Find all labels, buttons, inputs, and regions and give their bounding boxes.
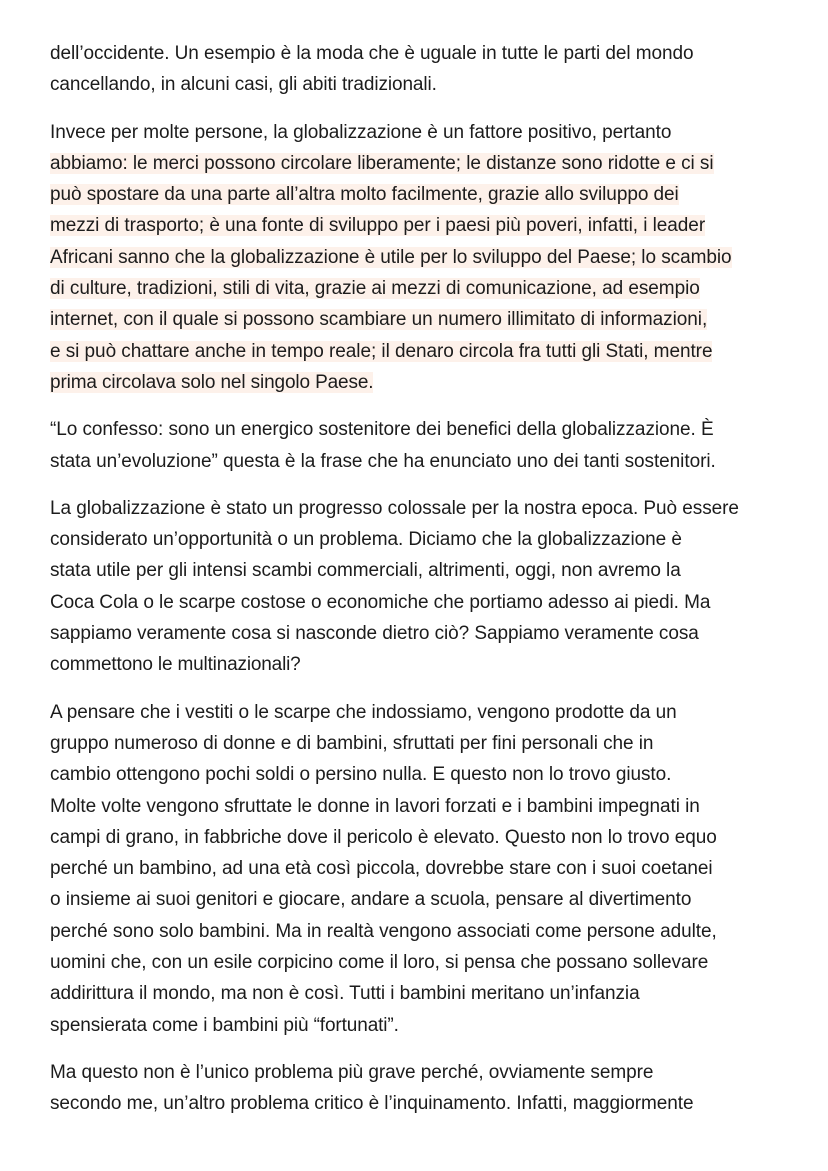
text-line: campi di grano, in fabbriche dove il pericolo è elevato. Questo non lo trovo equo xyxy=(50,826,717,848)
paragraph-4 xyxy=(50,493,790,681)
text-line-highlighted xyxy=(50,336,790,367)
text-line: secondo me, un’altro problema critico è l’inquinamento. Infatti, maggiormente xyxy=(50,1093,694,1115)
text-line: gruppo numeroso di donne e di bambini, sfruttati per fini personali che in xyxy=(50,732,654,754)
text-line: La globalizzazione è stato un progresso colossale per la nostra epoca. Può essere xyxy=(50,497,739,519)
text-line: addirittura il mondo, ma non è così. Tutti i bambini meritano un’infanzia xyxy=(50,983,640,1005)
text-line-highlighted xyxy=(50,148,790,179)
text-line: sappiamo veramente cosa si nasconde dietro ciò? Sappiamo veramente cosa xyxy=(50,623,699,645)
highlight-mark: può spostare da una parte all’altra molto facilmente, grazie allo sviluppo dei xyxy=(50,184,679,206)
highlight-mark: abbiamo: le merci possono circolare liberamente; le distanze sono ridotte e ci si xyxy=(50,152,714,174)
paragraph-5 xyxy=(50,697,790,1041)
text-line: stata utile per gli intensi scambi commerciali, altrimenti, oggi, non avremo la xyxy=(50,560,681,582)
paragraph-2-highlighted xyxy=(50,117,790,399)
text-line-highlighted xyxy=(50,367,790,398)
highlight-mark: Africani sanno che la globalizzazione è utile per lo sviluppo del Paese; lo scambio xyxy=(50,246,732,268)
paragraph-1 xyxy=(50,38,790,101)
text-line: uomini che, con un esile corpicino come il loro, si pensa che possano sollevare xyxy=(50,952,709,974)
text-line: Ma questo non è l’unico problema più grave perché, ovviamente sempre xyxy=(50,1061,654,1083)
document-page xyxy=(50,38,790,1136)
paragraph-6 xyxy=(50,1057,790,1120)
text-line: dell’occidente. Un esempio è la moda che è uguale in tutte le parti del mondo xyxy=(50,43,694,64)
text-line: perché un bambino, ad una età così piccola, dovrebbe stare con i suoi coetanei xyxy=(50,858,713,880)
text-line-highlighted xyxy=(50,304,790,335)
text-line: Coca Cola o le scarpe costose o economiche che portiamo adesso ai piedi. Ma xyxy=(50,591,711,613)
text-line: A pensare che i vestiti o le scarpe che indossiamo, vengono prodotte da un xyxy=(50,701,677,723)
text-line-highlighted xyxy=(50,273,790,304)
text-line: o insieme ai suoi genitori e giocare, andare a scuola, pensare al divertimento xyxy=(50,889,692,911)
highlight-mark: internet, con il quale si possono scambiare un numero illimitato di informazioni, xyxy=(50,309,708,331)
text-line: spensierata come i bambini più “fortunati”. xyxy=(50,1014,399,1036)
text-line: Molte volte vengono sfruttate le donne in lavori forzati e i bambini impegnati in xyxy=(50,795,700,817)
highlight-mark: prima circolava solo nel singolo Paese. xyxy=(50,371,374,393)
text-line: cancellando, in alcuni casi, gli abiti tradizionali. xyxy=(50,74,437,96)
text-line: “Lo confesso: sono un energico sostenitore dei benefici della globalizzazione. È xyxy=(50,419,714,441)
text-line: perché sono solo bambini. Ma in realtà vengono associati come persone adulte, xyxy=(50,920,717,942)
highlight-mark: mezzi di trasporto; è una fonte di sviluppo per i paesi più poveri, infatti, i leader xyxy=(50,215,706,237)
text-line-highlighted xyxy=(50,210,790,241)
text-line: considerato un’opportunità o un problema. Diciamo che la globalizzazione è xyxy=(50,529,682,551)
text-line: cambio ottengono pochi soldi o persino nulla. E questo non lo trovo giusto. xyxy=(50,764,672,786)
text-line: Invece per molte persone, la globalizzazione è un fattore positivo, pertanto xyxy=(50,121,672,143)
text-line: commettono le multinazionali? xyxy=(50,654,301,676)
text-line-highlighted xyxy=(50,242,790,273)
text-line-highlighted xyxy=(50,179,790,210)
highlight-mark: e si può chattare anche in tempo reale; il denaro circola fra tutti gli Stati, mentre xyxy=(50,340,713,362)
highlight-mark: di culture, tradizioni, stili di vita, grazie ai mezzi di comunicazione, ad esempio xyxy=(50,278,700,300)
paragraph-3-quote xyxy=(50,414,790,477)
text-line: stata un’evoluzione” questa è la frase che ha enunciato uno dei tanti sostenitori. xyxy=(50,450,716,472)
